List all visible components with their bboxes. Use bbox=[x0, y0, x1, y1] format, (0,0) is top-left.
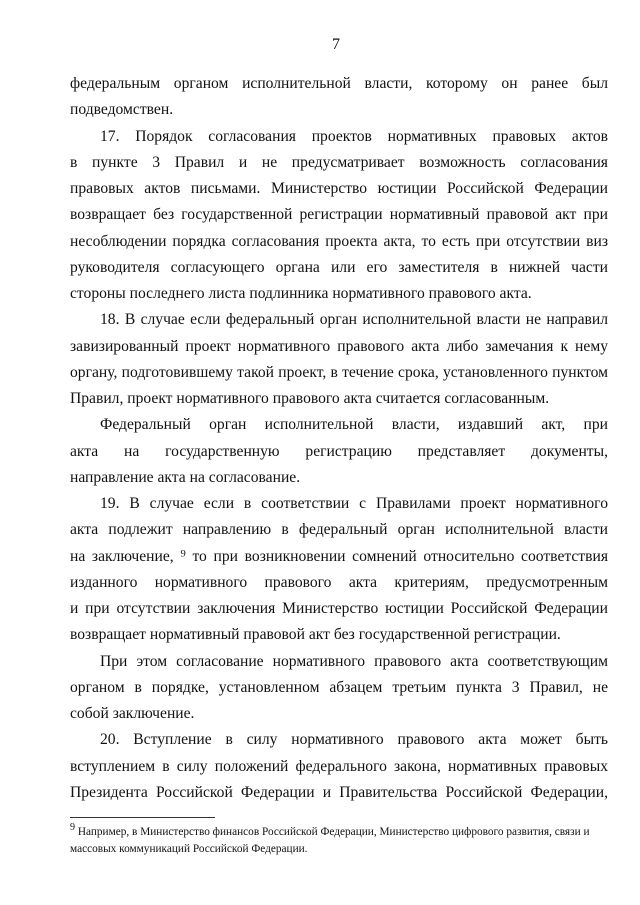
text-line: несоблюдении порядка согласования проекта акта, то есть при отсутствии виз bbox=[70, 232, 608, 250]
text-line: на заключение, ⁹ то при возникновении сомнений относительно соответствия bbox=[70, 547, 608, 565]
paragraph bbox=[70, 649, 608, 728]
paragraph bbox=[70, 412, 608, 491]
text-line: правовых актов письмами. Министерство юстиции Российской Федерации bbox=[70, 180, 608, 197]
text-line: При этом согласование нормативного правового акта соответствующим bbox=[100, 652, 608, 670]
text-line: возвращает без государственной регистрации нормативный правовой акт при bbox=[70, 206, 608, 224]
footnote-divider bbox=[70, 817, 215, 818]
text-line: собой заключение. bbox=[70, 705, 195, 722]
text-line: Федеральный орган исполнительной власти, издавший акт, при bbox=[100, 416, 608, 434]
text-line: вступлением в силу положений федерального закона, нормативных правовых bbox=[70, 757, 608, 775]
text-line: органу, подготовившему такой проект, в течение срока, установленного пунктом bbox=[70, 363, 608, 381]
paragraph bbox=[70, 307, 608, 412]
footnote bbox=[70, 824, 610, 858]
text-line: 20. Вступление в силу нормативного правового акта может быть bbox=[100, 731, 608, 749]
text-line: изданного нормативного правового акта критериям, предусмотренным bbox=[70, 573, 608, 591]
text-line: органом в порядке, установленном абзацем третьим пункта 3 Правил, не bbox=[70, 678, 608, 696]
text-line: направление акта на согласование. bbox=[70, 468, 301, 486]
text-line: руководителя согласующего органа или его заместителя в нижней части bbox=[70, 258, 608, 276]
paragraph bbox=[70, 491, 608, 649]
footnote-mark: 9 bbox=[70, 822, 75, 834]
text-line: Президента Российской Федерации и Правительства Российской Федерации, bbox=[70, 783, 608, 801]
paragraph bbox=[70, 727, 608, 806]
text-line: подведомствен. bbox=[70, 101, 174, 119]
text-line: Правил, проект нормативного правового акта считается согласованным. bbox=[70, 390, 550, 407]
footnote-text: Например, в Министерство финансов Российской Федерации, Министерство цифрового развития, связи и массовых коммуникаций Российской Федерации. bbox=[70, 826, 590, 855]
text-line: 19. В случае если в соответствии с Правилами проект нормативного bbox=[100, 495, 608, 512]
text-line: 18. В случае если федеральный орган исполнительной власти не направил bbox=[100, 311, 608, 329]
text-line: завизированный проект нормативного правового акта либо замечания к нему bbox=[70, 337, 608, 355]
text-line: акта подлежит направлению в федеральный орган исполнительной власти bbox=[70, 521, 608, 539]
text-line: 17. Порядок согласования проектов нормативных правовых актов bbox=[100, 127, 608, 145]
paragraph bbox=[70, 71, 608, 124]
page-number: 7 bbox=[332, 36, 340, 53]
text-line: акта на государственную регистрацию представляет документы, bbox=[70, 442, 608, 460]
paragraph bbox=[70, 124, 608, 308]
text-line: возвращает нормативный правовой акт без государственной регистрации. bbox=[70, 626, 561, 644]
text-line: в пункте 3 Правил и не предусматривает возможность согласования bbox=[70, 153, 608, 171]
text-line: федеральным органом исполнительной власти, которому он ранее был bbox=[70, 75, 608, 92]
text-line: и при отсутствии заключения Министерство юстиции Российской Федерации bbox=[70, 600, 608, 617]
document-body bbox=[70, 71, 608, 806]
text-line: стороны последнего листа подлинника нормативного правового акта. bbox=[70, 285, 532, 302]
